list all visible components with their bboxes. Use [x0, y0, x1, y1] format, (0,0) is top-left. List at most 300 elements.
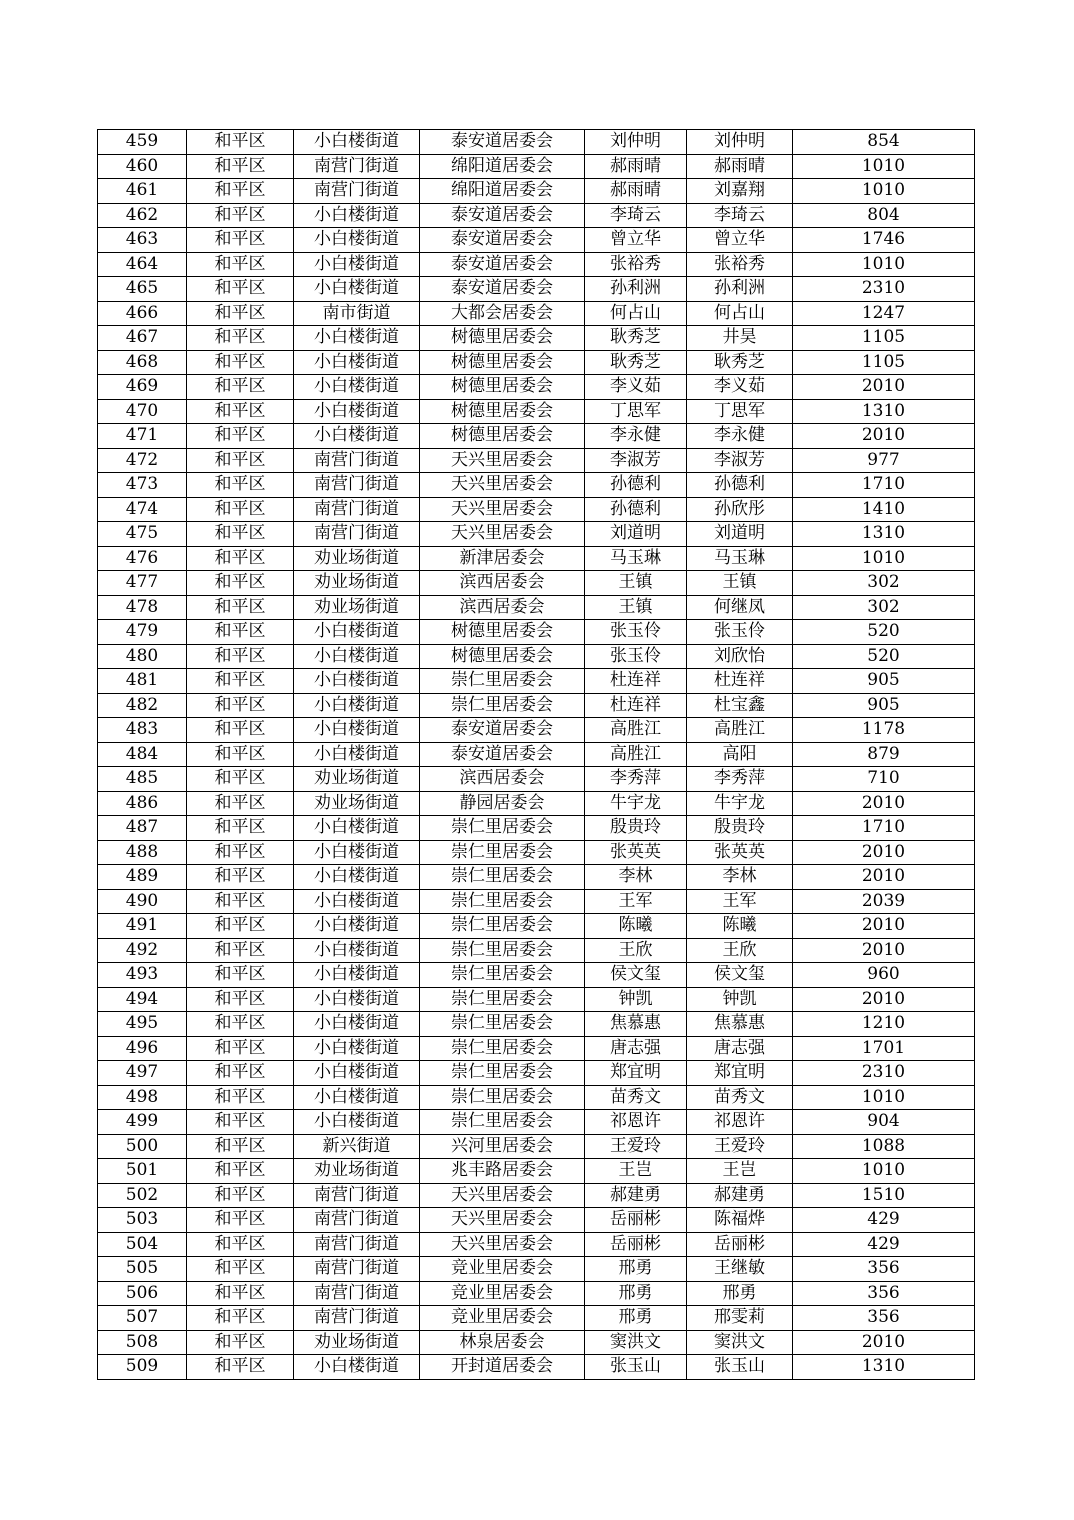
- street-cell: 小白楼街道: [294, 1085, 420, 1110]
- row-number-cell: 504: [98, 1232, 187, 1257]
- table-row: [98, 1085, 975, 1110]
- street-cell: 劝业场街道: [294, 1330, 420, 1355]
- table-row: [98, 1183, 975, 1208]
- applicant-cell: 王镇: [585, 571, 687, 596]
- amount-cell: 2039: [793, 889, 975, 914]
- row-number-cell: 461: [98, 179, 187, 204]
- applicant-cell: 邢勇: [585, 1306, 687, 1331]
- committee-cell: 绵阳道居委会: [420, 179, 585, 204]
- district-cell: 和平区: [187, 228, 294, 253]
- applicant-cell: 刘仲明: [585, 130, 687, 155]
- committee-cell: 泰安道居委会: [420, 742, 585, 767]
- district-cell: 和平区: [187, 816, 294, 841]
- row-number-cell: 502: [98, 1183, 187, 1208]
- applicant-cell: 王镇: [585, 595, 687, 620]
- district-cell: 和平区: [187, 1330, 294, 1355]
- street-cell: 劝业场街道: [294, 1159, 420, 1184]
- committee-cell: 滨西居委会: [420, 571, 585, 596]
- table-row: [98, 252, 975, 277]
- committee-cell: 崇仁里居委会: [420, 693, 585, 718]
- street-cell: 小白楼街道: [294, 1061, 420, 1086]
- committee-cell: 树德里居委会: [420, 424, 585, 449]
- member-cell: 张玉山: [687, 1355, 793, 1380]
- committee-cell: 竞业里居委会: [420, 1306, 585, 1331]
- committee-cell: 天兴里居委会: [420, 473, 585, 498]
- district-cell: 和平区: [187, 277, 294, 302]
- district-cell: 和平区: [187, 767, 294, 792]
- member-cell: 牛宇龙: [687, 791, 793, 816]
- committee-cell: 天兴里居委会: [420, 1183, 585, 1208]
- amount-cell: 2010: [793, 938, 975, 963]
- table-row: [98, 669, 975, 694]
- street-cell: 新兴街道: [294, 1134, 420, 1159]
- amount-cell: 302: [793, 571, 975, 596]
- member-cell: 高胜江: [687, 718, 793, 743]
- row-number-cell: 460: [98, 154, 187, 179]
- amount-cell: 1088: [793, 1134, 975, 1159]
- committee-cell: 崇仁里居委会: [420, 669, 585, 694]
- member-cell: 井昊: [687, 326, 793, 351]
- street-cell: 小白楼街道: [294, 424, 420, 449]
- committee-cell: 树德里居委会: [420, 350, 585, 375]
- street-cell: 小白楼街道: [294, 399, 420, 424]
- table-body: [98, 130, 975, 1380]
- member-cell: 李林: [687, 865, 793, 890]
- member-cell: 耿秀芝: [687, 350, 793, 375]
- amount-cell: 429: [793, 1208, 975, 1233]
- row-number-cell: 491: [98, 914, 187, 939]
- district-cell: 和平区: [187, 963, 294, 988]
- amount-cell: 1410: [793, 497, 975, 522]
- row-number-cell: 468: [98, 350, 187, 375]
- table-row: [98, 1232, 975, 1257]
- committee-cell: 泰安道居委会: [420, 228, 585, 253]
- table-row: [98, 840, 975, 865]
- applicant-cell: 李淑芳: [585, 448, 687, 473]
- member-cell: 王继敏: [687, 1257, 793, 1282]
- row-number-cell: 490: [98, 889, 187, 914]
- table-row: [98, 914, 975, 939]
- district-cell: 和平区: [187, 987, 294, 1012]
- table-row: [98, 865, 975, 890]
- row-number-cell: 480: [98, 644, 187, 669]
- table-row: [98, 301, 975, 326]
- district-cell: 和平区: [187, 1085, 294, 1110]
- table-row: [98, 889, 975, 914]
- committee-cell: 天兴里居委会: [420, 1232, 585, 1257]
- applicant-cell: 孙德利: [585, 497, 687, 522]
- district-cell: 和平区: [187, 179, 294, 204]
- district-cell: 和平区: [187, 1110, 294, 1135]
- committee-cell: 崇仁里居委会: [420, 1110, 585, 1135]
- applicant-cell: 杜连祥: [585, 669, 687, 694]
- street-cell: 小白楼街道: [294, 252, 420, 277]
- applicant-cell: 何占山: [585, 301, 687, 326]
- committee-cell: 新津居委会: [420, 546, 585, 571]
- applicant-cell: 王欣: [585, 938, 687, 963]
- committee-cell: 崇仁里居委会: [420, 816, 585, 841]
- table-row: [98, 448, 975, 473]
- amount-cell: 1010: [793, 154, 975, 179]
- committee-cell: 崇仁里居委会: [420, 865, 585, 890]
- member-cell: 郑宜明: [687, 1061, 793, 1086]
- applicant-cell: 苗秀文: [585, 1085, 687, 1110]
- committee-cell: 树德里居委会: [420, 644, 585, 669]
- table-row: [98, 1208, 975, 1233]
- street-cell: 劝业场街道: [294, 571, 420, 596]
- committee-cell: 树德里居委会: [420, 375, 585, 400]
- committee-cell: 崇仁里居委会: [420, 914, 585, 939]
- applicant-cell: 殷贵玲: [585, 816, 687, 841]
- street-cell: 小白楼街道: [294, 277, 420, 302]
- street-cell: 小白楼街道: [294, 963, 420, 988]
- street-cell: 劝业场街道: [294, 767, 420, 792]
- district-cell: 和平区: [187, 399, 294, 424]
- row-number-cell: 500: [98, 1134, 187, 1159]
- street-cell: 小白楼街道: [294, 889, 420, 914]
- amount-cell: 1178: [793, 718, 975, 743]
- committee-cell: 崇仁里居委会: [420, 889, 585, 914]
- district-cell: 和平区: [187, 620, 294, 645]
- street-cell: 小白楼街道: [294, 938, 420, 963]
- row-number-cell: 486: [98, 791, 187, 816]
- street-cell: 小白楼街道: [294, 669, 420, 694]
- amount-cell: 1010: [793, 546, 975, 571]
- street-cell: 南营门街道: [294, 448, 420, 473]
- amount-cell: 1310: [793, 1355, 975, 1380]
- amount-cell: 1105: [793, 350, 975, 375]
- applicant-cell: 孙利洲: [585, 277, 687, 302]
- table-row: [98, 595, 975, 620]
- row-number-cell: 492: [98, 938, 187, 963]
- amount-cell: 2010: [793, 914, 975, 939]
- amount-cell: 1701: [793, 1036, 975, 1061]
- district-cell: 和平区: [187, 889, 294, 914]
- amount-cell: 429: [793, 1232, 975, 1257]
- row-number-cell: 476: [98, 546, 187, 571]
- applicant-cell: 李义茹: [585, 375, 687, 400]
- amount-cell: 977: [793, 448, 975, 473]
- street-cell: 小白楼街道: [294, 1036, 420, 1061]
- committee-cell: 崇仁里居委会: [420, 987, 585, 1012]
- applicant-cell: 张玉伶: [585, 620, 687, 645]
- committee-cell: 树德里居委会: [420, 326, 585, 351]
- applicant-cell: 李林: [585, 865, 687, 890]
- street-cell: 南营门街道: [294, 1232, 420, 1257]
- row-number-cell: 484: [98, 742, 187, 767]
- member-cell: 何占山: [687, 301, 793, 326]
- member-cell: 孙利洲: [687, 277, 793, 302]
- street-cell: 小白楼街道: [294, 742, 420, 767]
- row-number-cell: 471: [98, 424, 187, 449]
- applicant-cell: 邢勇: [585, 1257, 687, 1282]
- member-cell: 刘欣怡: [687, 644, 793, 669]
- row-number-cell: 488: [98, 840, 187, 865]
- district-cell: 和平区: [187, 203, 294, 228]
- district-cell: 和平区: [187, 1306, 294, 1331]
- table-row: [98, 571, 975, 596]
- street-cell: 小白楼街道: [294, 203, 420, 228]
- row-number-cell: 505: [98, 1257, 187, 1282]
- amount-cell: 1310: [793, 522, 975, 547]
- table-row: [98, 497, 975, 522]
- street-cell: 小白楼街道: [294, 1012, 420, 1037]
- committee-cell: 崇仁里居委会: [420, 1061, 585, 1086]
- amount-cell: 1010: [793, 179, 975, 204]
- committee-cell: 开封道居委会: [420, 1355, 585, 1380]
- applicant-cell: 侯文玺: [585, 963, 687, 988]
- street-cell: 小白楼街道: [294, 644, 420, 669]
- table-row: [98, 228, 975, 253]
- amount-cell: 710: [793, 767, 975, 792]
- row-number-cell: 494: [98, 987, 187, 1012]
- amount-cell: 905: [793, 669, 975, 694]
- applicant-cell: 杜连祥: [585, 693, 687, 718]
- applicant-cell: 郝建勇: [585, 1183, 687, 1208]
- member-cell: 李义茹: [687, 375, 793, 400]
- member-cell: 刘嘉翔: [687, 179, 793, 204]
- committee-cell: 崇仁里居委会: [420, 1085, 585, 1110]
- district-cell: 和平区: [187, 1012, 294, 1037]
- applicant-cell: 郝雨晴: [585, 154, 687, 179]
- street-cell: 小白楼街道: [294, 816, 420, 841]
- committee-cell: 兆丰路居委会: [420, 1159, 585, 1184]
- member-cell: 郝雨晴: [687, 154, 793, 179]
- district-cell: 和平区: [187, 1232, 294, 1257]
- street-cell: 劝业场街道: [294, 791, 420, 816]
- table-row: [98, 424, 975, 449]
- committee-cell: 崇仁里居委会: [420, 938, 585, 963]
- row-number-cell: 466: [98, 301, 187, 326]
- committee-cell: 天兴里居委会: [420, 1208, 585, 1233]
- district-cell: 和平区: [187, 840, 294, 865]
- applicant-cell: 马玉琳: [585, 546, 687, 571]
- table-row: [98, 326, 975, 351]
- district-cell: 和平区: [187, 865, 294, 890]
- table-row: [98, 1012, 975, 1037]
- district-cell: 和平区: [187, 571, 294, 596]
- district-cell: 和平区: [187, 522, 294, 547]
- committee-cell: 泰安道居委会: [420, 130, 585, 155]
- member-cell: 侯文玺: [687, 963, 793, 988]
- applicant-cell: 张玉山: [585, 1355, 687, 1380]
- row-number-cell: 464: [98, 252, 187, 277]
- district-cell: 和平区: [187, 1134, 294, 1159]
- member-cell: 钟凯: [687, 987, 793, 1012]
- applicant-cell: 郝雨晴: [585, 179, 687, 204]
- district-cell: 和平区: [187, 1355, 294, 1380]
- row-number-cell: 485: [98, 767, 187, 792]
- row-number-cell: 474: [98, 497, 187, 522]
- committee-cell: 崇仁里居委会: [420, 963, 585, 988]
- committee-cell: 崇仁里居委会: [420, 1012, 585, 1037]
- member-cell: 杜宝鑫: [687, 693, 793, 718]
- committee-cell: 静园居委会: [420, 791, 585, 816]
- street-cell: 南营门街道: [294, 1281, 420, 1306]
- table-row: [98, 277, 975, 302]
- member-cell: 焦慕惠: [687, 1012, 793, 1037]
- street-cell: 南营门街道: [294, 179, 420, 204]
- row-number-cell: 501: [98, 1159, 187, 1184]
- table-row: [98, 203, 975, 228]
- district-cell: 和平区: [187, 350, 294, 375]
- table-row: [98, 154, 975, 179]
- member-cell: 王军: [687, 889, 793, 914]
- applicant-cell: 李秀萍: [585, 767, 687, 792]
- member-cell: 邢勇: [687, 1281, 793, 1306]
- amount-cell: 1710: [793, 816, 975, 841]
- amount-cell: 2010: [793, 987, 975, 1012]
- street-cell: 小白楼街道: [294, 326, 420, 351]
- district-cell: 和平区: [187, 1257, 294, 1282]
- district-cell: 和平区: [187, 424, 294, 449]
- table-row: [98, 1134, 975, 1159]
- street-cell: 南营门街道: [294, 154, 420, 179]
- applicant-cell: 焦慕惠: [585, 1012, 687, 1037]
- member-cell: 李秀萍: [687, 767, 793, 792]
- committee-cell: 泰安道居委会: [420, 277, 585, 302]
- amount-cell: 520: [793, 644, 975, 669]
- row-number-cell: 507: [98, 1306, 187, 1331]
- member-cell: 王岂: [687, 1159, 793, 1184]
- row-number-cell: 478: [98, 595, 187, 620]
- amount-cell: 356: [793, 1306, 975, 1331]
- amount-cell: 2010: [793, 1330, 975, 1355]
- row-number-cell: 509: [98, 1355, 187, 1380]
- table-row: [98, 130, 975, 155]
- table-row: [98, 1061, 975, 1086]
- district-cell: 和平区: [187, 644, 294, 669]
- applicant-cell: 牛宇龙: [585, 791, 687, 816]
- district-cell: 和平区: [187, 1061, 294, 1086]
- street-cell: 小白楼街道: [294, 693, 420, 718]
- amount-cell: 1210: [793, 1012, 975, 1037]
- street-cell: 小白楼街道: [294, 718, 420, 743]
- member-cell: 陈曦: [687, 914, 793, 939]
- table-row: [98, 742, 975, 767]
- district-cell: 和平区: [187, 791, 294, 816]
- table-row: [98, 1036, 975, 1061]
- committee-cell: 绵阳道居委会: [420, 154, 585, 179]
- committee-cell: 树德里居委会: [420, 399, 585, 424]
- district-cell: 和平区: [187, 742, 294, 767]
- amount-cell: 1710: [793, 473, 975, 498]
- street-cell: 小白楼街道: [294, 130, 420, 155]
- street-cell: 南市街道: [294, 301, 420, 326]
- street-cell: 小白楼街道: [294, 914, 420, 939]
- committee-cell: 崇仁里居委会: [420, 1036, 585, 1061]
- applicant-cell: 孙德利: [585, 473, 687, 498]
- district-cell: 和平区: [187, 375, 294, 400]
- member-cell: 李淑芳: [687, 448, 793, 473]
- applicant-cell: 郑宜明: [585, 1061, 687, 1086]
- row-number-cell: 462: [98, 203, 187, 228]
- applicant-cell: 耿秀芝: [585, 350, 687, 375]
- committee-cell: 天兴里居委会: [420, 448, 585, 473]
- row-number-cell: 463: [98, 228, 187, 253]
- table-row: [98, 620, 975, 645]
- amount-cell: 1310: [793, 399, 975, 424]
- district-cell: 和平区: [187, 1159, 294, 1184]
- row-number-cell: 477: [98, 571, 187, 596]
- committee-cell: 滨西居委会: [420, 767, 585, 792]
- district-cell: 和平区: [187, 497, 294, 522]
- table-row: [98, 473, 975, 498]
- amount-cell: 520: [793, 620, 975, 645]
- committee-cell: 大都会居委会: [420, 301, 585, 326]
- table-row: [98, 350, 975, 375]
- applicant-cell: 张玉伶: [585, 644, 687, 669]
- committee-cell: 兴河里居委会: [420, 1134, 585, 1159]
- table-row: [98, 816, 975, 841]
- district-cell: 和平区: [187, 693, 294, 718]
- member-cell: 邢雯莉: [687, 1306, 793, 1331]
- member-cell: 岳丽彬: [687, 1232, 793, 1257]
- member-cell: 殷贵玲: [687, 816, 793, 841]
- amount-cell: 356: [793, 1257, 975, 1282]
- amount-cell: 2010: [793, 791, 975, 816]
- member-cell: 唐志强: [687, 1036, 793, 1061]
- amount-cell: 356: [793, 1281, 975, 1306]
- member-cell: 张英英: [687, 840, 793, 865]
- member-cell: 李琦云: [687, 203, 793, 228]
- district-cell: 和平区: [187, 252, 294, 277]
- row-number-cell: 479: [98, 620, 187, 645]
- row-number-cell: 495: [98, 1012, 187, 1037]
- row-number-cell: 467: [98, 326, 187, 351]
- street-cell: 南营门街道: [294, 522, 420, 547]
- amount-cell: 960: [793, 963, 975, 988]
- amount-cell: 1105: [793, 326, 975, 351]
- table-row: [98, 693, 975, 718]
- applicant-cell: 张英英: [585, 840, 687, 865]
- district-cell: 和平区: [187, 914, 294, 939]
- table-row: [98, 938, 975, 963]
- applicant-cell: 钟凯: [585, 987, 687, 1012]
- row-number-cell: 472: [98, 448, 187, 473]
- street-cell: 小白楼街道: [294, 840, 420, 865]
- applicant-cell: 邢勇: [585, 1281, 687, 1306]
- amount-cell: 2010: [793, 865, 975, 890]
- street-cell: 小白楼街道: [294, 987, 420, 1012]
- street-cell: 劝业场街道: [294, 595, 420, 620]
- amount-cell: 854: [793, 130, 975, 155]
- member-cell: 孙德利: [687, 473, 793, 498]
- applicant-cell: 高胜江: [585, 718, 687, 743]
- street-cell: 小白楼街道: [294, 228, 420, 253]
- applicant-cell: 丁思军: [585, 399, 687, 424]
- committee-cell: 林泉居委会: [420, 1330, 585, 1355]
- district-cell: 和平区: [187, 1036, 294, 1061]
- amount-cell: 2310: [793, 277, 975, 302]
- amount-cell: 905: [793, 693, 975, 718]
- table-row: [98, 179, 975, 204]
- row-number-cell: 483: [98, 718, 187, 743]
- row-number-cell: 499: [98, 1110, 187, 1135]
- member-cell: 李永健: [687, 424, 793, 449]
- amount-cell: 1010: [793, 252, 975, 277]
- street-cell: 小白楼街道: [294, 1355, 420, 1380]
- amount-cell: 1010: [793, 1159, 975, 1184]
- district-cell: 和平区: [187, 546, 294, 571]
- district-cell: 和平区: [187, 130, 294, 155]
- street-cell: 小白楼街道: [294, 1110, 420, 1135]
- amount-cell: 2010: [793, 424, 975, 449]
- member-cell: 王镇: [687, 571, 793, 596]
- street-cell: 南营门街道: [294, 1183, 420, 1208]
- street-cell: 南营门街道: [294, 1306, 420, 1331]
- street-cell: 南营门街道: [294, 473, 420, 498]
